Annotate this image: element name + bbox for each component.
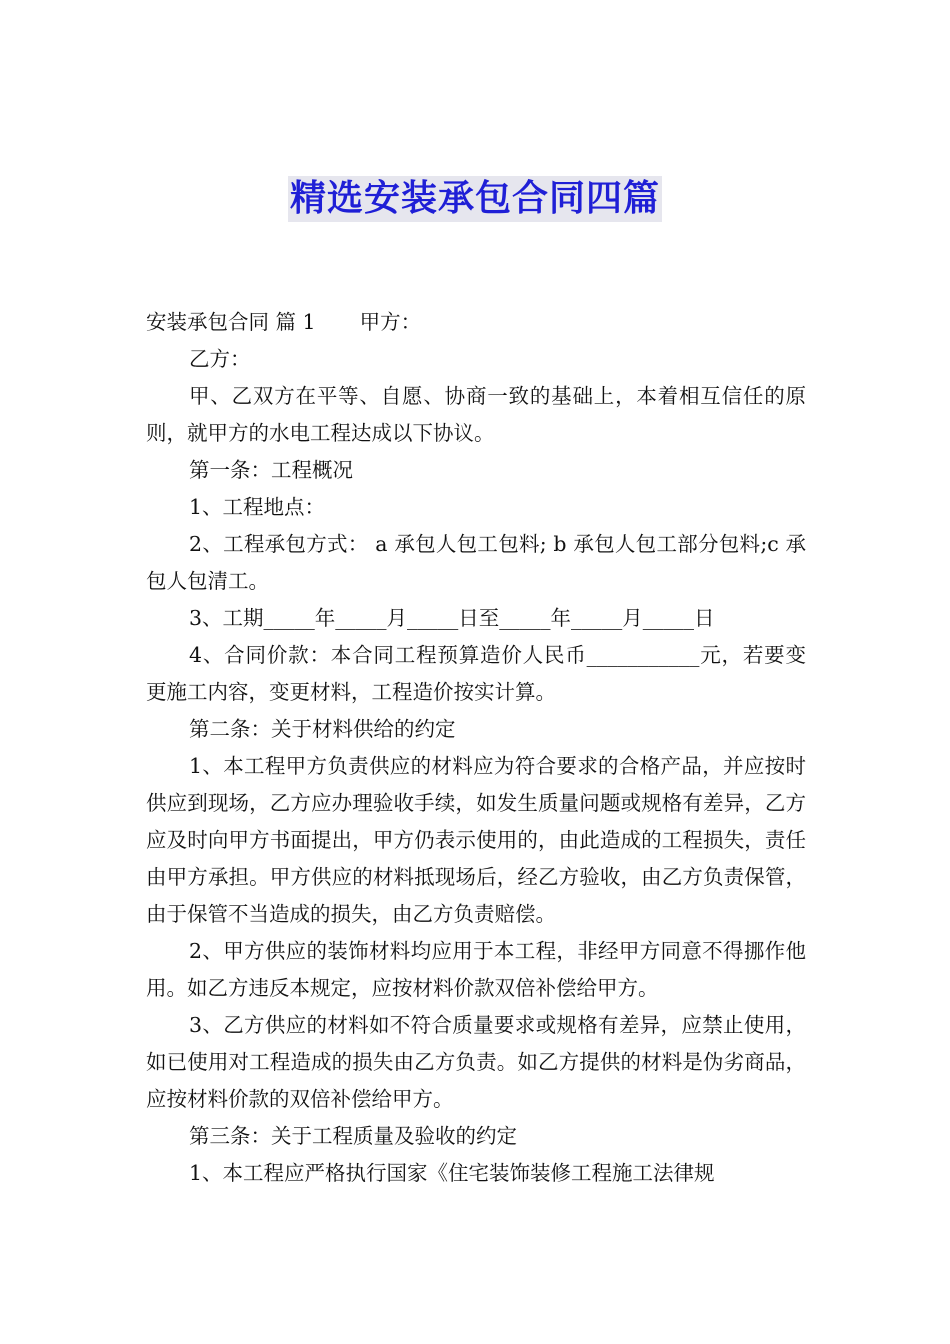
contract-heading-line bbox=[146, 304, 806, 341]
party-a-label: 甲方： bbox=[359, 310, 422, 334]
contract-heading: 安装承包合同 篇 1 bbox=[146, 310, 316, 334]
paragraph: 1、本工程甲方负责供应的材料应为符合要求的合格产品，并应按时供应到现场，乙方应办理验收手续，如发生质量问题或规格有差异，乙方应及时向甲方书面提出，甲方仍表示使用的，由此造成的工程损失，责任由甲方承担。甲方供应的材料抵现场后，经乙方验收，由乙方负责保管，由于保管不当造成的损失，由乙方负责赔偿。 bbox=[146, 754, 806, 926]
paragraph: 3、乙方供应的材料如不符合质量要求或规格有差异，应禁止使用，如已使用对工程造成的损失由乙方负责。如乙方提供的材料是伪劣商品，应按材料价款的双倍补偿给甲方。 bbox=[146, 1013, 806, 1111]
document-title: 精选安装承包合同四篇 bbox=[288, 176, 662, 222]
paragraph: 4、合同价款：本合同工程预算造价人民币___________元，若要变更施工内容，变更材料，工程造价按实计算。 bbox=[146, 643, 806, 704]
section-heading: 第一条：工程概况 bbox=[189, 458, 353, 482]
section-heading: 第三条：关于工程质量及验收的约定 bbox=[189, 1124, 517, 1148]
paragraph: 2、工程承包方式： a 承包人包工包料; b 承包人包工部分包料;c 承包人包清工。 bbox=[146, 532, 806, 593]
section-heading: 第二条：关于材料供给的约定 bbox=[189, 717, 456, 741]
paragraph: 2、甲方供应的装饰材料均应用于本工程，非经甲方同意不得挪作他用。如乙方违反本规定，应按材料价款双倍补偿给甲方。 bbox=[146, 939, 806, 1000]
paragraph: 1、工程地点： bbox=[189, 495, 326, 519]
paragraph: 3、工期_____年_____月_____日至_____年_____月_____日 bbox=[189, 606, 715, 630]
paragraph: 甲、乙双方在平等、自愿、协商一致的基础上，本着相互信任的原则，就甲方的水电工程达成以下协议。 bbox=[146, 384, 806, 445]
document-body bbox=[146, 304, 806, 1192]
party-b-label: 乙方： bbox=[189, 347, 251, 371]
paragraph: 1、本工程应严格执行国家《住宅装饰装修工程施工法律规 bbox=[189, 1161, 715, 1185]
title-area bbox=[0, 176, 950, 222]
